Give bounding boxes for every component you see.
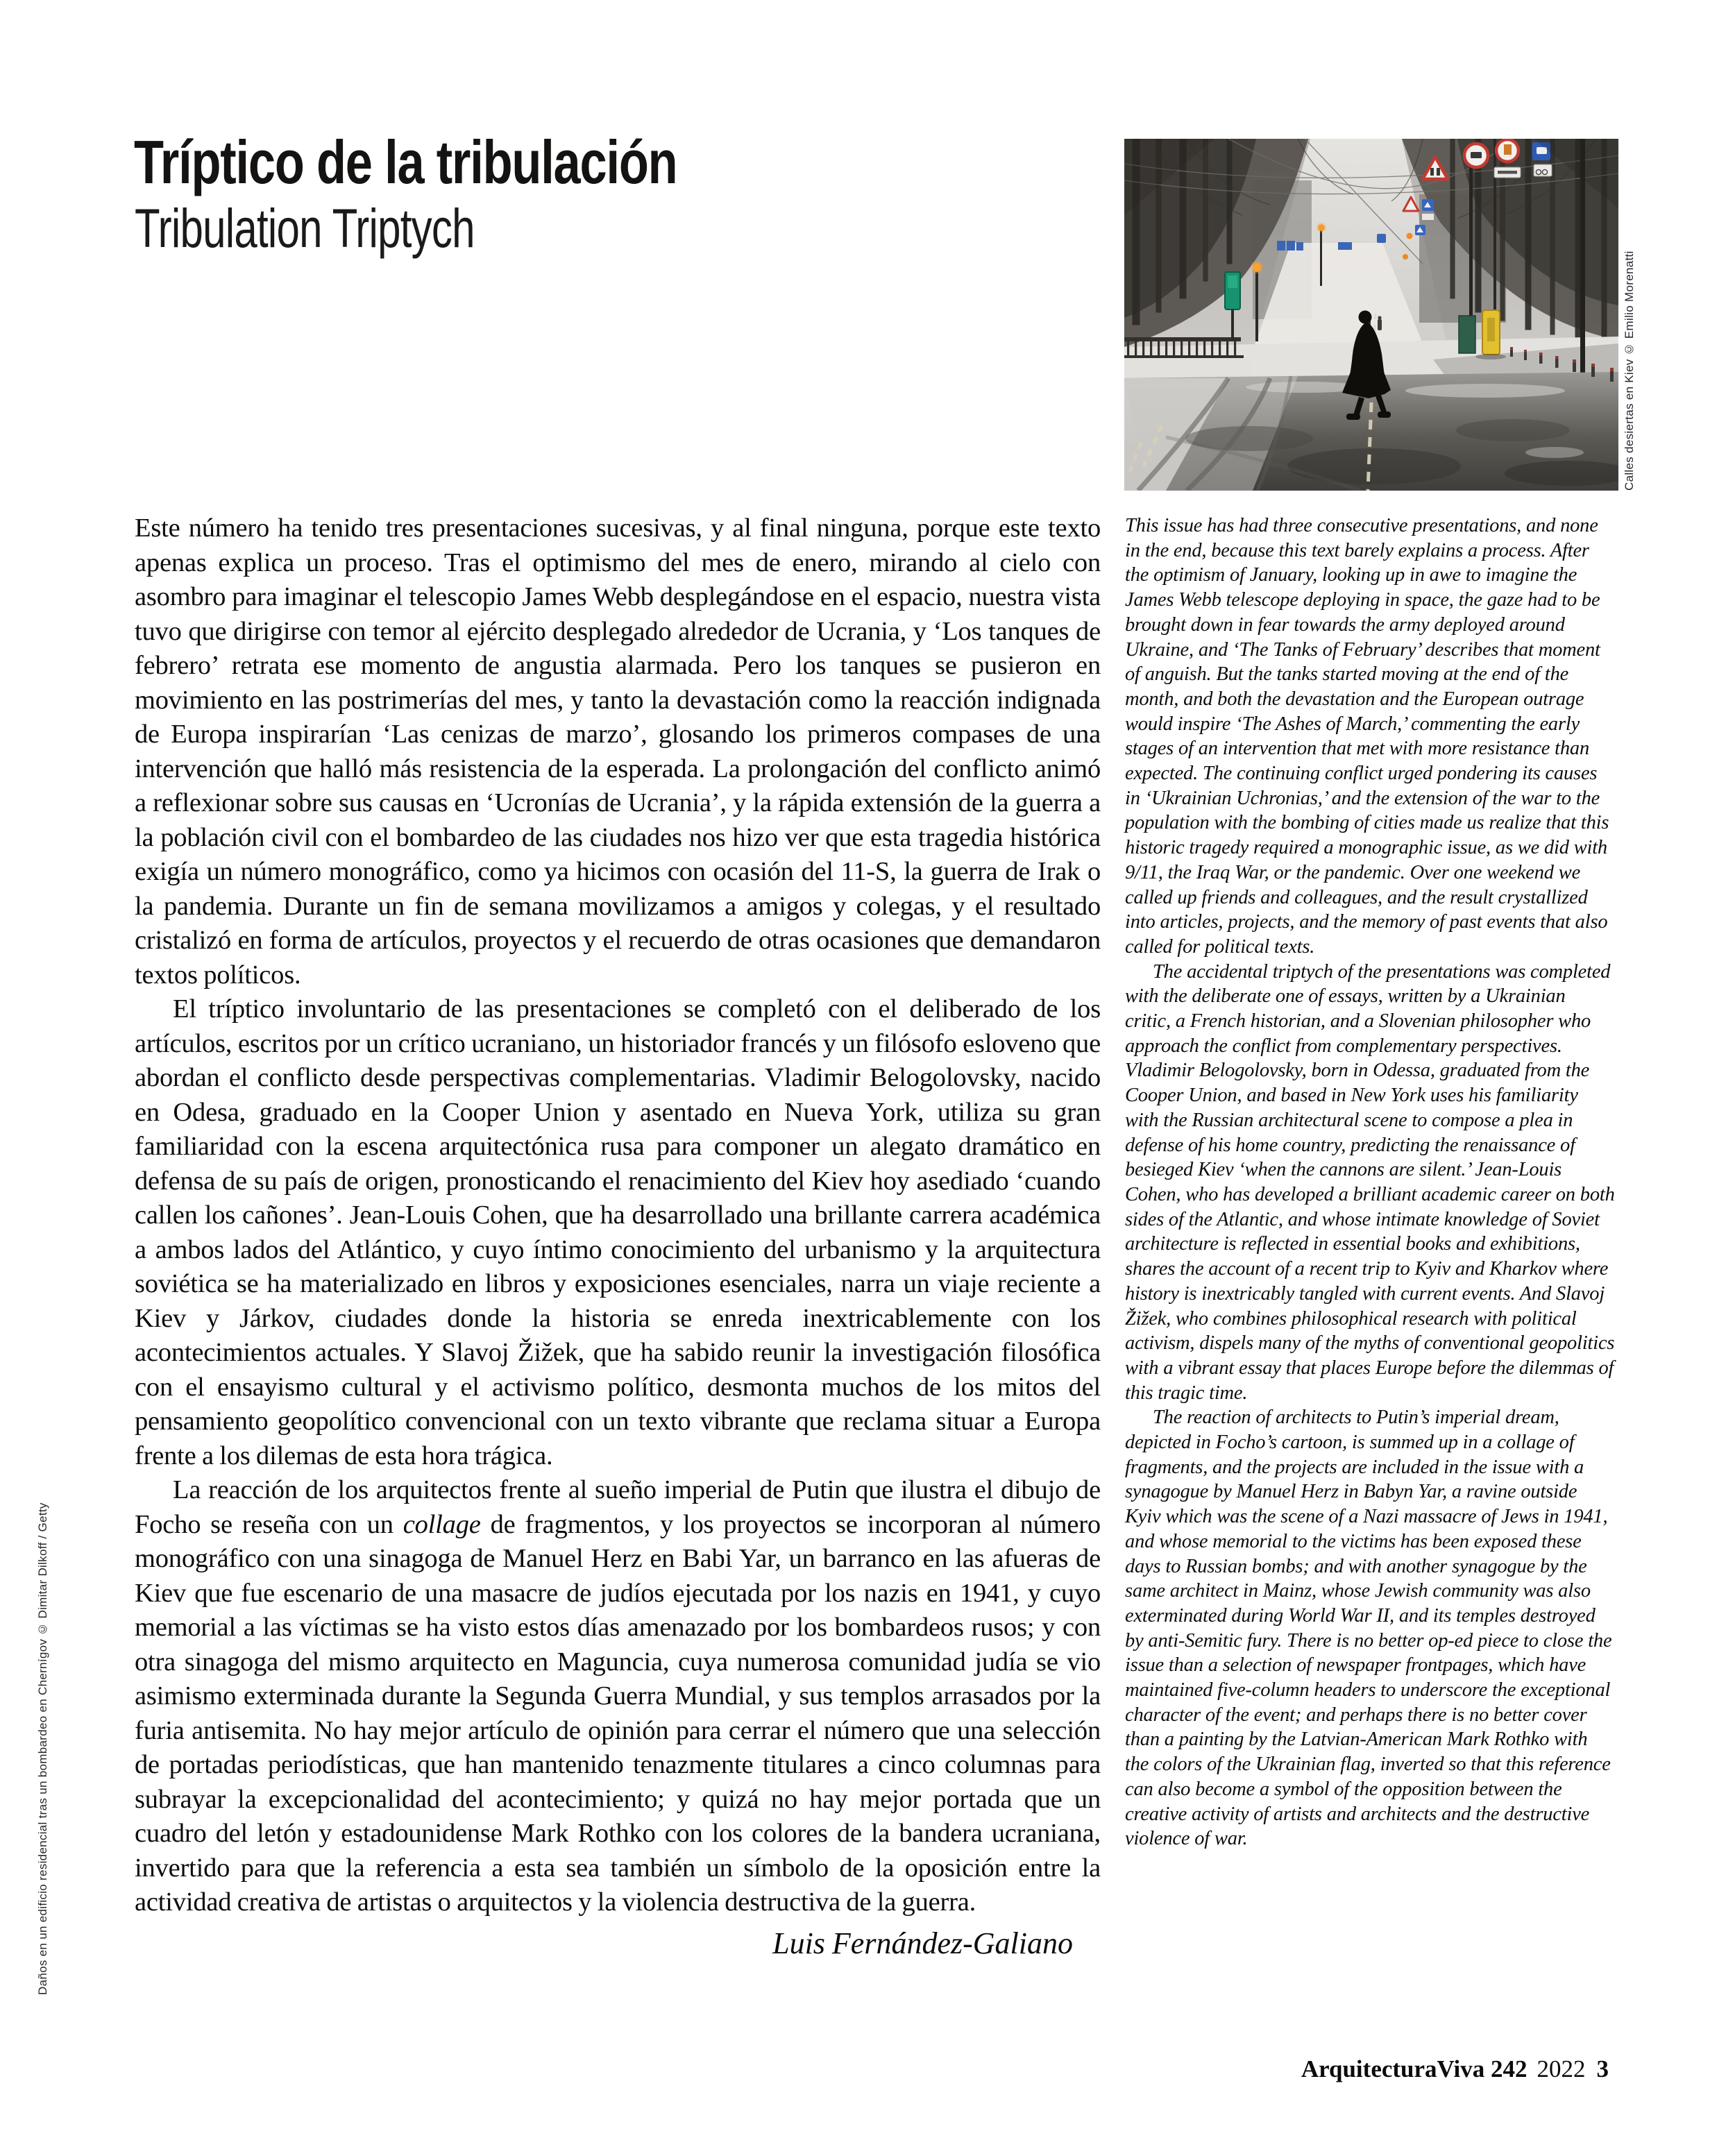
spanish-column [135,511,1101,1962]
footer-page-number: 3 [1596,2055,1609,2082]
page-title: Tríptico de la tribulación [134,128,677,196]
kiev-street-photo-illustration [1124,139,1618,491]
footer-magazine-issue [1301,2055,1527,2082]
footer-issue-number: 242 [1491,2055,1527,2082]
street-furniture [1459,310,1506,359]
page-footer [1301,2055,1609,2083]
spanish-paragraph-3-italic-word: collage [403,1509,481,1539]
kiev-street-photo [1124,139,1618,491]
page-subtitle: Tribulation Triptych [135,197,475,259]
margin-photo-credit: Daños en un edificio residencial tras un bombardeo en Chernígov © Dimitar Dilkoff / Getty [36,1502,49,1995]
spanish-paragraph-3-text-cont: de fragmentos, y los proyectos se incorporan al número monográfico con una sinagoga de Manuel Herz en Babi Yar, un barranco en las afueras de Kiev que fue escenario de una masacre de judíos ejecutada por los nazis en 1941, y cuyo memorial a las víctimas se ha visto estos días amenazado por los bombardeos rusos; y con otra sinagoga del mismo arquitecto en Maguncia, cuya numerosa comunidad judía se vio asimismo exterminada durante la Segunda Guerra Mundial, y sus templos arrasados por la furia antisemita. No hay mejor artículo de opinión para cerrar el número que una selección de portadas periodísticas, que han mantenido tenazmente titulares a cinco columnas para subrayar la excepcionalidad del acontecimiento; y quizá no hay mejor portada que un cuadro del letón y estadounidense Mark Rothko con los colores de la bandera ucraniana, invertido para que la referencia a esta sea también un símbolo de la oposición entre la actividad creativa de artistas o arquitectos y la violencia destructiva de la guerra. [135,1509,1101,1917]
english-paragraph-3: The reaction of architects to Putin’s imperial dream, depicted in Focho’s cartoon, is summed up in a collage of fragments, and the projects are included in the issue with a synagogue by Manuel Herz in Babyn Yar, a ravine outside Kyiv which was the scene of a Nazi massacre of Jews in 1941, and whose memorial to the victims has been exposed these days to Russian bombs; and with another synagogue by the same architect in Mainz, whose Jewish community was also exterminated during World War II, and its temples destroyed by anti-Semitic fury. There is no better op-ed piece to close the issue than a selection of newspaper frontpages, which have maintained five-column headers to underscore the exceptional character of the event; and perhaps there is no better cover than a painting by the Latvian-American Mark Rothko with the colors of the Ukrainian flag, inverted so that this reference can also become a symbol of the opposition between the creative activity of artists and architects and the destructive violence of war. [1125,1407,1612,1850]
english-column [1125,513,1615,1851]
footer-year: 2022 [1537,2055,1586,2082]
spanish-paragraph-3-text: La reacción de los arquitectos frente al sueño imperial de Putin que ilustra el dibujo de Focho se reseña con un [135,1475,1101,1539]
spanish-paragraph-2: El tríptico involuntario de las presentaciones se completó con el deliberado de los artículos, escritos por un crítico ucraniano, un historiador francés y un filósofo esloveno que abordan el conflicto desde perspectivas complementarias. Vladimir Belogolovsky, nacido en Odesa, graduado en la Cooper Union y asentado en Nueva York, utiliza su gran familiaridad con la escena arquitectónica rusa para componer un alegato dramático en defensa de su país de origen, pronosticando el renacimiento del Kiev hoy asediado ‘cuando callen los cañones’. Jean-Louis Cohen, que ha desarrollado una brillante carrera académica a ambos lados del Atlántico, y cuyo íntimo conocimiento del urbanismo y la arquitectura soviética se ha materializado en libros y exposiciones esenciales, narra un viaje reciente a Kiev y Járkov, ciudades donde la historia se enreda inextricablemente con los acontecimientos actuales. Y Slavoj Žižek, que ha sabido reunir la investigación filosófica con el ensayismo cultural y el activismo político, desmonta muchos de los mitos del pensamiento geopolítico convencional con un texto vibrante que reclama situar a Europa frente a los dilemas de esta hora trágica. [135,994,1101,1470]
spanish-paragraph-1: Este número ha tenido tres presentaciones sucesivas, y al final ninguna, porque este texto apenas explica un proceso. Tras el optimismo del mes de enero, mirando al cielo con asombro para imaginar el telescopio James Webb desplegándose en el espacio, nuestra vista tuvo que dirigirse con temor al ejército desplegado alrededor de Ucrania, y ‘Los tanques de febrero’ retrata ese momento de angustia alarmada. Pero los tanques se pusieron en movimiento en las postrimerías del mes, y tanto la devastación como la reacción indignada de Europa inspirarían ‘Las cenizas de marzo’, glosando los primeros compases de una intervención que halló más resistencia de la esperada. La prolongación del conflicto animó a reflexionar sobre sus causas en ‘Ucronías de Ucrania’, y la rápida extensión de la guerra a la población civil con el bombardeo de las ciudades nos hizo ver que esta tragedia histórica exigía un número monográfico, como ya hicimos con ocasión del 11-S, la guerra de Irak o la pandemia. Durante un fin de semana movilizamos a amigos y colegas, y el resultado cristalizó en forma de artículos, proyectos y el recuerdo de otras ocasiones que demandaron textos políticos. [135,513,1101,990]
photo-credit-right: Calles desiertas en Kiev © Emilio Morenatti [1623,251,1636,491]
spanish-paragraph-3 [135,1473,1101,1920]
english-paragraph-1: This issue has had three consecutive presentations, and none in the end, because this text barely explains a process. After the optimism of January, looking up in awe to imagine the James Webb telescope deploying in space, the gaze had to be brought down in fear towards the army deployed around Ukraine, and ‘The Tanks of February’ describes that moment of anguish. But the tanks started moving at the end of the month, and both the devastation and the European outrage would inspire ‘The Ashes of March,’ commenting the early stages of an intervention that met with more resistance than expected. The continuing conflict urged pondering its causes in ‘Ukrainian Uchronias,’ and the extension of the war to the population with the bombing of cities made us realize that this historic tragedy required a monographic issue, as we did with 9/11, the Iraq War, or the pandemic. Over one weekend we called up friends and colleagues, and the result crystallized into articles, projects, and the memory of past events that also called for political texts. [1125,515,1609,958]
english-paragraph-2: The accidental triptych of the presentations was completed with the deliberate one of essays, written by a Ukrainian critic, a French historian, and a Slovenian philosopher who approach the conflict from complementary perspectives. Vladimir Belogolovsky, born in Odessa, graduated from the Cooper Union, and based in New York uses his familiarity with the Russian architectural scene to compose a plea in defense of his home country, predicting the renaissance of besieged Kiev ‘when the cannons are silent.’ Jean-Louis Cohen, who has developed a brilliant academic career on both sides of the Atlantic, and whose intimate knowledge of Soviet architecture is reflected in essential books and exhibitions, shares the account of a recent trip to Kyiv and Kharkov where history is inextricably tangled with current events. And Slavoj Žižek, who combines philosophical research with political activism, dispels many of the myths of conventional geopolitics with a vibrant essay that places Europe before the dilemmas of this tragic time. [1125,960,1615,1404]
author-signature: Luis Fernández-Galiano [772,1926,1073,1960]
footer-magazine-name: ArquitecturaViva [1301,2055,1485,2082]
